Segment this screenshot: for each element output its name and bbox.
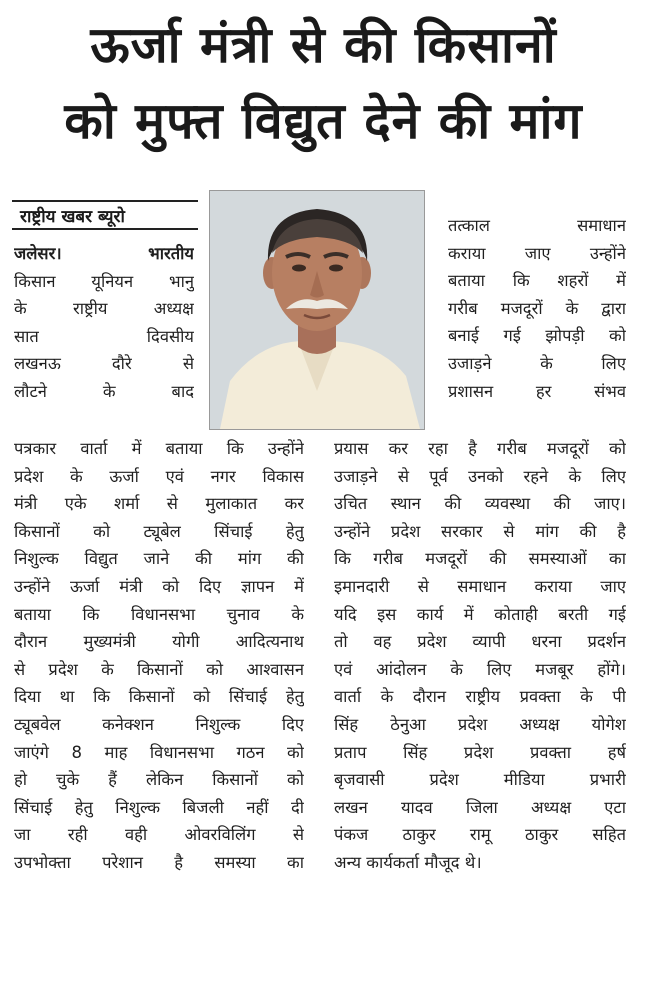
text-line: उन्होंने ऊर्जा मंत्री को दिए ज्ञापन में	[14, 576, 304, 596]
text-line: कि गरीब मजदूरों की समस्याओं का	[334, 549, 626, 569]
headline-line-2: को मुफ्त विद्युत देने की मांग	[64, 92, 583, 150]
portrait-photo-icon	[210, 191, 424, 429]
text-line: तत्काल समाधान	[448, 216, 626, 235]
text-line: किसानों को ट्यूबेल सिंचाई हेतु	[14, 521, 304, 541]
text-line: बनाई गई झोपड़ी को	[448, 326, 626, 346]
text-line: उचित स्थान की व्यवस्था की जाए।	[334, 494, 626, 514]
byline: राष्ट्रीय खबर ब्यूरो	[12, 200, 198, 230]
text-line: यदि इस कार्य में कोताही बरती गई	[334, 604, 626, 624]
text-line: दौरान मुख्यमंत्री योगी आदित्यनाथ	[14, 632, 304, 652]
text-line	[14, 240, 194, 268]
text-line: जा रही वही ओवरविलिंग से	[14, 825, 304, 845]
text-line: प्रताप सिंह प्रदेश प्रवक्ता हर्ष	[334, 742, 626, 762]
text-line: प्रशासन हर संभव	[448, 381, 626, 401]
text-line: किसान यूनियन भानु	[14, 271, 194, 291]
text-line: अन्य कार्यकर्ता मौजूद थे।	[334, 852, 482, 872]
text-line: हो चुके हैं लेकिन किसानों को	[14, 770, 304, 790]
text-line: दिया था कि किसानों को सिंचाई हेतु	[14, 687, 304, 707]
text-line: सिंचाई हेतु निशुल्क बिजली नहीं दी	[14, 797, 304, 817]
text-line: इमानदारी से समाधान कराया जाए	[334, 576, 626, 596]
text-line: उन्होंने प्रदेश सरकार से मांग की है	[334, 521, 626, 541]
text-line: वार्ता के दौरान राष्ट्रीय प्रवक्ता के पी	[334, 687, 626, 707]
text-line: उपभोक्ता परेशान है समस्या का	[14, 852, 304, 872]
text-line: सिंह ठेनुआ प्रदेश अध्यक्ष योगेश	[334, 714, 626, 734]
text-line: गरीब मजदूरों के द्वारा	[448, 298, 626, 318]
text-line: बताया कि शहरों में	[448, 271, 626, 291]
text-line: से प्रदेश के किसानों को आश्वासन	[14, 659, 304, 679]
text-line: लखन यादव जिला अध्यक्ष एटा	[334, 797, 626, 817]
article-column-left-top	[14, 240, 194, 406]
text-line: तो वह प्रदेश व्यापी धरना प्रदर्शन	[334, 632, 626, 652]
text-line: बृजवासी प्रदेश मीडिया प्रभारी	[334, 770, 626, 790]
article-column-right-top	[448, 212, 626, 405]
text-line: निशुल्क विद्युत जाने की मांग की	[14, 549, 304, 569]
text-line: लौटने के बाद	[14, 381, 194, 401]
portrait-photo	[209, 190, 425, 430]
text-line: लखनऊ दौरे से	[14, 354, 194, 374]
text-line: जाएंगे 8 माह विधानसभा गठन को	[14, 742, 304, 762]
text-line: सात दिवसीय	[14, 326, 194, 346]
text-line: पत्रकार वार्ता में बताया कि उन्होंने	[14, 439, 304, 458]
text-line: प्रदेश के ऊर्जा एवं नगर विकास	[14, 466, 304, 486]
text-line: उजाड़ने से पूर्व उनको रहने के लिए	[334, 466, 626, 486]
article-column-right-bottom	[334, 435, 626, 877]
text-line: मंत्री एके शर्मा से मुलाकात कर	[14, 494, 304, 514]
text-line: पंकज ठाकुर रामू ठाकुर सहित	[334, 825, 626, 845]
headline-line-1: ऊर्जा मंत्री से की किसानों	[90, 16, 557, 74]
text-line: कराया जाए उन्होंने	[448, 243, 626, 263]
text-line: के राष्ट्रीय अध्यक्ष	[14, 299, 194, 319]
dateline: जलेसर। भारतीय	[14, 244, 194, 263]
text-line: बताया कि विधानसभा चुनाव के	[14, 604, 304, 624]
text-line: प्रयास कर रहा है गरीब मजदूरों को	[334, 439, 626, 458]
article-column-left-bottom	[14, 435, 304, 877]
text-line: ट्यूबवेल कनेक्शन निशुल्क दिए	[14, 714, 304, 734]
text-line: एवं आंदोलन के लिए मजबूर होंगे।	[334, 659, 626, 679]
text-line: उजाड़ने के लिए	[448, 353, 626, 373]
